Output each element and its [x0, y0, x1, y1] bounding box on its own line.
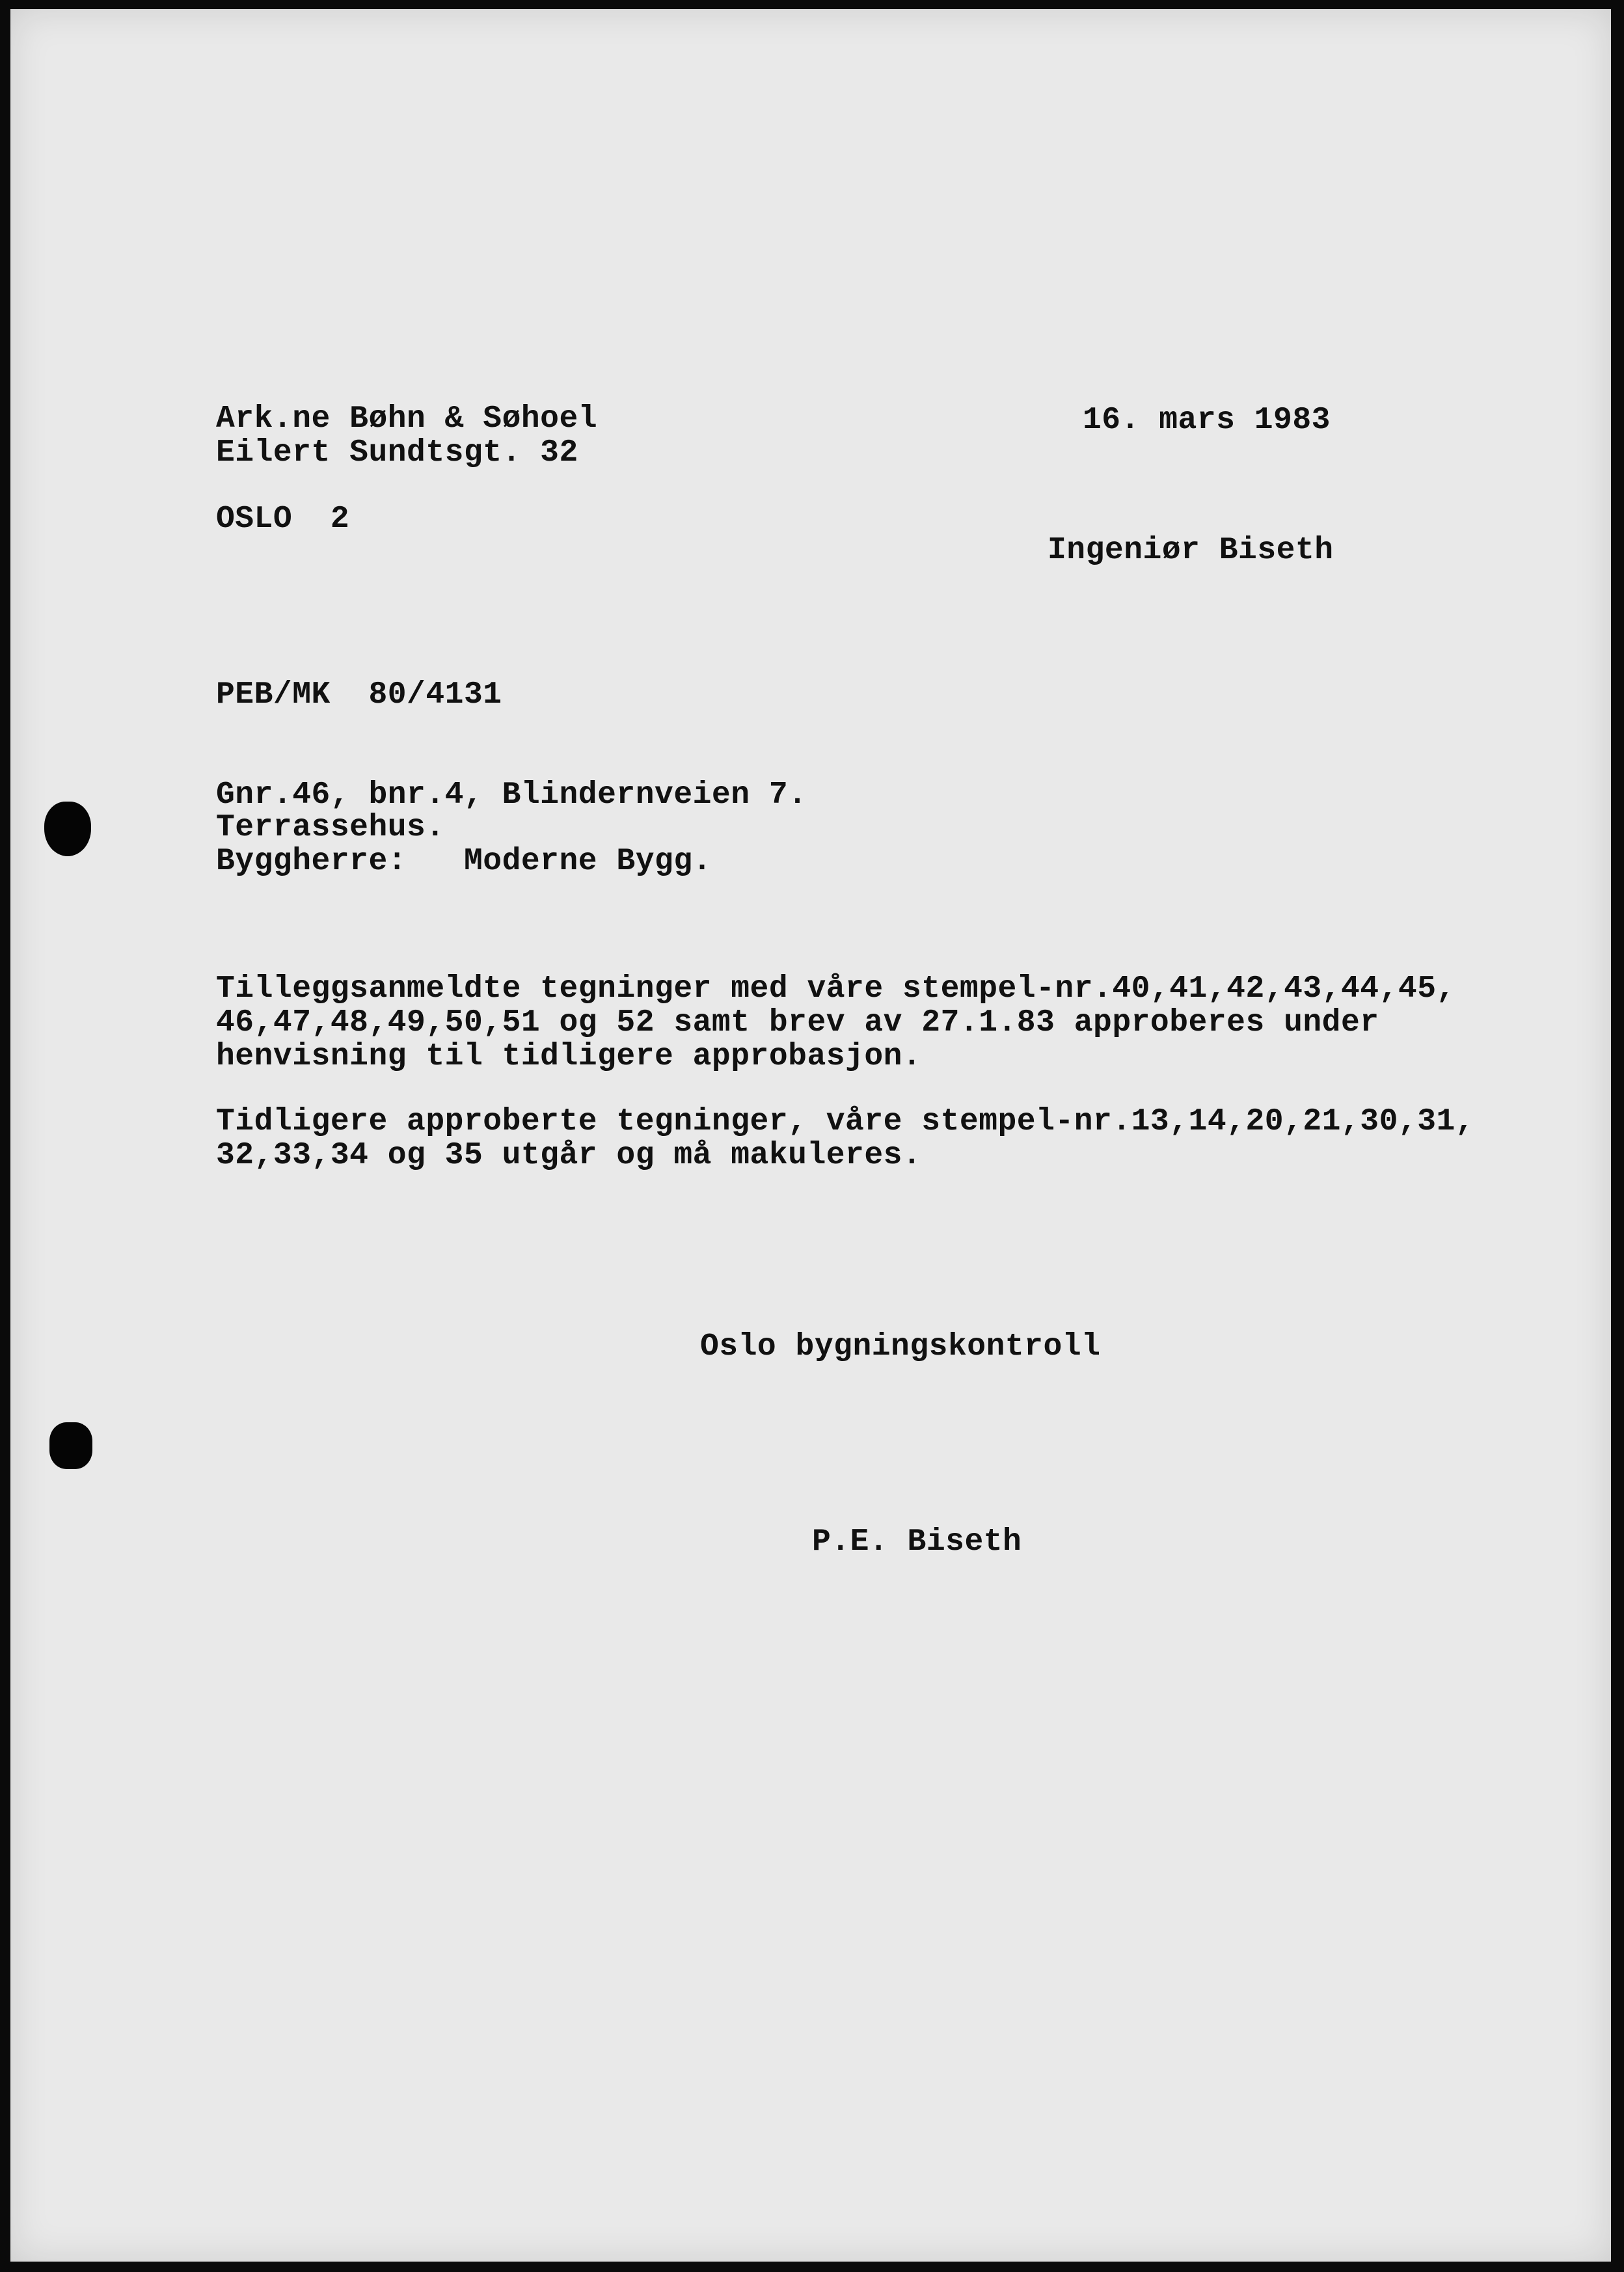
signature-name: P.E. Biseth [812, 1524, 1022, 1560]
body-paragraph-1-line-3: henvisning til tidligere approbasjon. [216, 1039, 922, 1074]
body-paragraph-1-line-1: Tilleggsanmeldte tegninger med våre stempel-nr.40,41,42,43,44,45, [216, 971, 1455, 1007]
attention-line: Ingeniør Biseth [1048, 533, 1334, 568]
closing-organisation: Oslo bygningskontroll [700, 1329, 1101, 1364]
body-paragraph-2-line-1: Tidligere approberte tegninger, våre stempel-nr.13,14,20,21,30,31, [216, 1104, 1475, 1139]
subject-line-2: Terrassehus. [216, 810, 445, 845]
punch-hole-top [44, 802, 91, 856]
recipient-line-2: Eilert Sundtsgt. 32 [216, 435, 578, 470]
subject-line-3: Byggherre: Moderne Bygg. [216, 844, 712, 879]
body-paragraph-1-line-2: 46,47,48,49,50,51 og 52 samt brev av 27.1.83 approberes under [216, 1005, 1379, 1040]
recipient-city: OSLO 2 [216, 502, 350, 537]
reference-number: PEB/MK 80/4131 [216, 677, 502, 712]
subject-line-1: Gnr.46, bnr.4, Blindernveien 7. [216, 778, 807, 813]
punch-hole-bottom [49, 1422, 92, 1469]
recipient-line-1: Ark.ne Bøhn & Søhoel [216, 401, 598, 437]
body-paragraph-2-line-2: 32,33,34 og 35 utgår og må makuleres. [216, 1138, 922, 1173]
letter-date: 16. mars 1983 [1083, 403, 1331, 438]
